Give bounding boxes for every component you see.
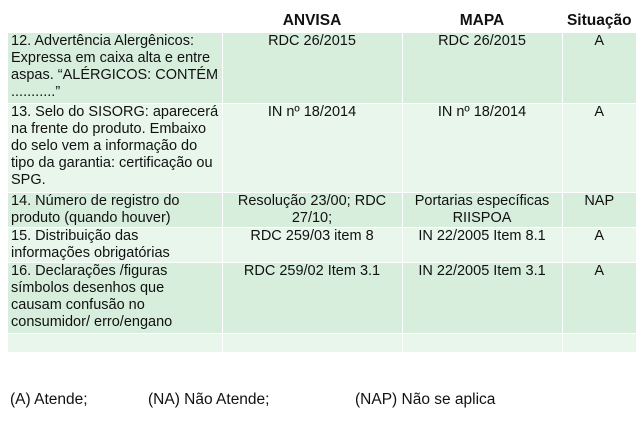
row-item: 16. Declarações /figuras símbolos desenhos que causam confusão no consumidor/ erro/engano xyxy=(8,263,222,334)
table-row xyxy=(8,263,636,334)
row-situacao: NAP xyxy=(562,193,636,228)
table-row xyxy=(8,33,636,104)
empty-cell xyxy=(402,334,562,353)
legend-atende: (A) Atende; xyxy=(10,391,88,408)
header-mapa: MAPA xyxy=(402,10,562,33)
header-anvisa: ANVISA xyxy=(222,10,402,33)
row-anvisa: IN nº 18/2014 xyxy=(222,104,402,193)
row-mapa: Portarias específicas RIISPOA xyxy=(402,193,562,228)
empty-row xyxy=(8,334,636,353)
row-anvisa: RDC 259/03 item 8 xyxy=(222,228,402,263)
header-situacao: Situação xyxy=(562,10,636,33)
header-row xyxy=(8,10,636,33)
legend-nao-atende: (NA) Não Atende; xyxy=(148,391,270,408)
row-situacao: A xyxy=(562,33,636,104)
empty-cell xyxy=(8,334,222,353)
table-row xyxy=(8,104,636,193)
compliance-table xyxy=(8,10,636,352)
header-item xyxy=(8,10,222,33)
row-situacao: A xyxy=(562,263,636,334)
row-mapa: RDC 26/2015 xyxy=(402,33,562,104)
row-item: 14. Número de registro do produto (quando houver) xyxy=(8,193,222,228)
table-row xyxy=(8,228,636,263)
row-situacao: A xyxy=(562,228,636,263)
row-anvisa: RDC 259/02 Item 3.1 xyxy=(222,263,402,334)
row-mapa: IN 22/2005 Item 8.1 xyxy=(402,228,562,263)
row-anvisa: RDC 26/2015 xyxy=(222,33,402,104)
row-situacao: A xyxy=(562,104,636,193)
row-anvisa: Resolução 23/00; RDC 27/10; xyxy=(222,193,402,228)
legend-nao-aplica: (NAP) Não se aplica xyxy=(355,391,496,408)
row-item: 12. Advertência Alergênicos: Expressa em caixa alta e entre aspas. “ALÉRGICOS: CONTÉM ...........” xyxy=(8,33,222,104)
row-item: 13. Selo do SISORG: aparecerá na frente do produto. Embaixo do selo vem a informação do tipo da garantia: certificação ou SPG. xyxy=(8,104,222,193)
table-row xyxy=(8,193,636,228)
row-mapa: IN 22/2005 Item 3.1 xyxy=(402,263,562,334)
row-item: 15. Distribuição das informações obrigatórias xyxy=(8,228,222,263)
row-mapa: IN nº 18/2014 xyxy=(402,104,562,193)
empty-cell xyxy=(562,334,636,353)
empty-cell xyxy=(222,334,402,353)
